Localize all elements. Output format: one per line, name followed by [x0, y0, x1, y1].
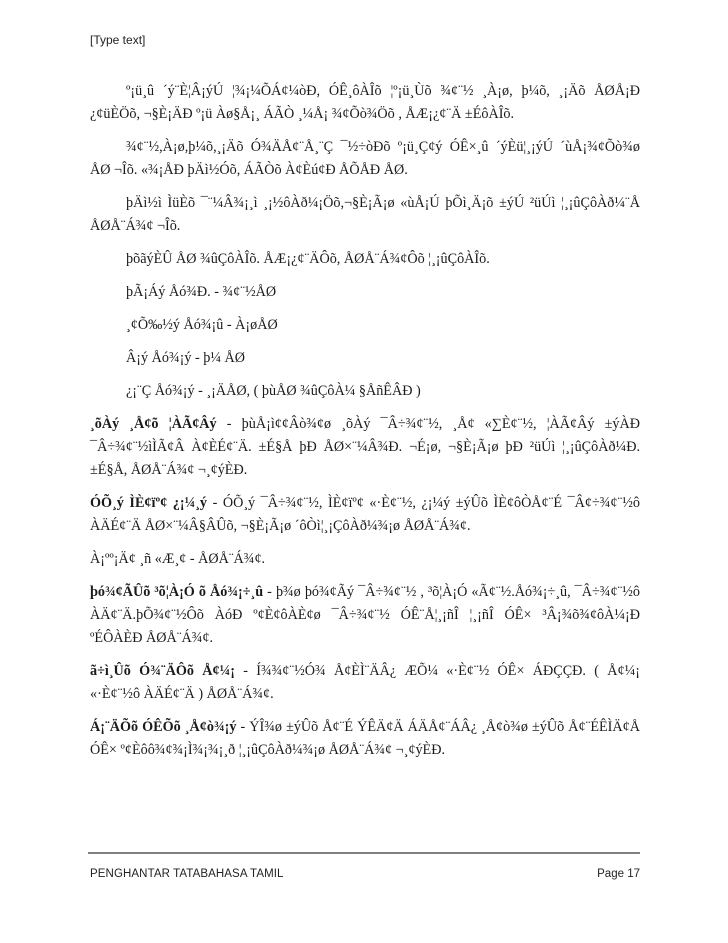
paragraph — [90, 136, 640, 182]
footer-divider — [88, 852, 640, 854]
page-header: [Type text] — [90, 33, 146, 47]
example-line — [90, 380, 640, 403]
paragraph-text: Â¡ý Åó¾¡ý - þ¼ ÅØ — [126, 350, 246, 366]
paragraph — [90, 548, 640, 571]
example-line — [90, 281, 640, 304]
paragraph-lead: ã÷ì¸Ûõ Ó¾¨ÄÔõ Å¢¼¡ — [90, 663, 235, 679]
paragraph — [90, 413, 640, 482]
paragraph-text: ¸¢Õ‰½ý Åó¾¡û - À¡øÅØ — [126, 317, 278, 333]
paragraph-text: À¡ºº¡Ä¢ ¸ñ «Æ¸¢ - ÅØÅ¨Á¾¢. — [90, 551, 266, 567]
document-body — [90, 80, 640, 772]
paragraph-text: þÃ¡Áý Åó¾Ð. - ¾¢¨½ÅØ — [126, 284, 277, 300]
paragraph-text: - ÓÕ¸ý ¯Â÷¾¢¨½, ÌÈ¢ïº¢ «·È¢¨½, ¿¡¼ý ±ýÛõ ÌÈ¢ôÒÅ¢¨É ¯Â¢÷¾¢¨½ô ÀÄÉ¢¨Ä ÅØ×¨¼Â§ÂÛõ, ¬§È¡Ã¡ø ´ôÒì¦¸¡ÇôÀð¼¾¡ø ÅØÅ¨Á¾¢. — [90, 495, 640, 534]
paragraph-lead: ÓÕ¸ý ÌÈ¢ïº¢ ¿¡¼¸ý — [90, 495, 208, 511]
paragraph — [90, 248, 640, 271]
paragraph — [90, 581, 640, 650]
page-number: Page 17 — [597, 868, 640, 880]
footer-title: PENGHANTAR TATABAHASA TAMIL — [90, 868, 284, 880]
paragraph-text: - ÝÎ¾ø ±ýÛõ Å¢¨É ÝÊÄ¢Ä ÁÄÅ¢¨ÁÂ¿ ¸Å¢ò¾ø ±ýÛõ Å¢¨ÉÊÌÄ¢Å ÓÊ× º¢Èôô¾¢¾¡Ì¾¡¾¡¸ð ¦¸¡ûÇôÀð¼¾¡ø ÅØÅ¨Á¾¢ ¬¸¢ýÈÐ. — [90, 719, 640, 758]
paragraph-lead: ¸õÀý ¸Å¢õ ¦ÀÃ¢Âý — [90, 416, 217, 432]
example-line — [90, 314, 640, 337]
paragraph-text: º¡ü¸û ´ý¨È¦Â¡ýÚ ¦¾¡¼ÕÁ¢¼òÐ, ÓÊ¸ôÀÎõ ¦º¡ü¸Ùõ ¾¢¨½ ¸À¡ø, þ¼õ, ¸¡Äõ ÅØÅ¡Ð ¿¢üÈÖõ, ¬§È¡ÄÐ º¡ü Àø§Å¡¸ ÁÃÒ ¸¼Å¡ ¾¢Õò¾Öõ , ÅÆ¡¿¢¨Ä ±ÉôÀÎõ. — [90, 83, 640, 122]
paragraph-lead: þó¾¢ÃÛõ ³õ¦À¡Ó õ Åó¾¡÷¸û — [90, 584, 264, 600]
paragraph — [90, 80, 640, 126]
paragraph-lead: Á¡¨ÄÕõ ÓÊÕõ ¸Å¢ò¾¡ý — [90, 719, 237, 735]
example-line — [90, 347, 640, 370]
paragraph — [90, 492, 640, 538]
paragraph-text: ¾¢¨½,À¡ø,þ¼õ,¸¡Äõ Ó¾ÄÅ¢¨Å¸¨Ç ¯½÷òÐõ º¡ü¸Ç¢ý ÓÊ×¸û ´ýÈü¦¸¡ýÚ ´ùÅ¡¾¢Õò¾ø ÅØ ¬Îõ. «¾¡ÅÐ þÄì½Óõ, ÁÃÒõ À¢Èú¢Ð ÅÕÅÐ ÅØ. — [90, 139, 640, 178]
paragraph-text: - þ¾ø þó¾¢Ãý ¯Â÷¾¢¨½ , ³õ¦À¡Ó «Ã¢¨½.Åó¾¡÷¸û, ¯Â÷¾¢¨½ô ÀÄ¢¨Ä.þÕ¾¢¨½Ôõ ÀóÐ º¢È¢ôÀÈ¢ø ¯Â÷¾¢¨½ ÓÊ¨Å¦¸¡ñÎ ¦¸¡ñÎ ÓÊ× ³Â¡¾õ¾¢ôÀ¼¡Ð ºÉÔÀÈÐ ÅØÅ¨Á¾¢. — [90, 584, 640, 646]
paragraph-text: þÄì½ì ÌüÈõ ¯¨¼Â¾¡¸ì ¸¡½ôÀð¼¡Öõ,¬§È¡Ã¡ø «ùÅ¡Ú þÕì¸Ä¡õ ±ýÚ ²üÚì ¦¸¡ûÇôÀð¼¨Å ÅØÅ¨Á¾¢ ¬Îõ. — [90, 195, 640, 234]
paragraph-text: þõãýÈÛ ÅØ ¾ûÇôÀÎõ. ÅÆ¡¿¢¨ÄÔõ, ÅØÅ¨Á¾¢Ôõ ¦¸¡ûÇôÀÎõ. — [126, 251, 490, 267]
paragraph — [90, 716, 640, 762]
paragraph-text: - þùÅ¡ì¢¢Âò¾¢ø ¸õÀý ¯Â÷¾¢¨½, ¸Å¢ «∑È¢¨½, ¦ÀÃ¢Âý ±ýÀÐ ¯Â÷¾¢¨½ìÌÃ¢Â À¢ÈÉ¢¨Ä. ±É§Å þÐ ÅØ×¨¼Â¾Ð. ¬É¡ø, ¬§È¡Ã¡ø þÐ ²üÚì ¦¸¡ûÇôÀð¼Ð. ±É§Å, ÅØÅ¨Á¾¢ ¬¸¢ýÈÐ. — [90, 416, 640, 478]
paragraph-text: - Í¾¾¢¨½Ó¾ Å¢ÈÌ¨ÄÂ¿ ÆÕ¼ «·È¢¨½ ÓÊ× ÁÐÇÇÐ. ( Å¢¼¡ «·È¢¨½ô ÀÄÉ¢¨Ä ) ÅØÅ¨Á¾¢. — [90, 663, 640, 702]
paragraph — [90, 192, 640, 238]
paragraph-text: ¿¡¨Ç Åó¾¡ý - ¸¡ÄÅØ, ( þùÅØ ¾ûÇôÀ¼ §ÅñÊÂÐ ) — [126, 383, 421, 399]
paragraph — [90, 660, 640, 706]
